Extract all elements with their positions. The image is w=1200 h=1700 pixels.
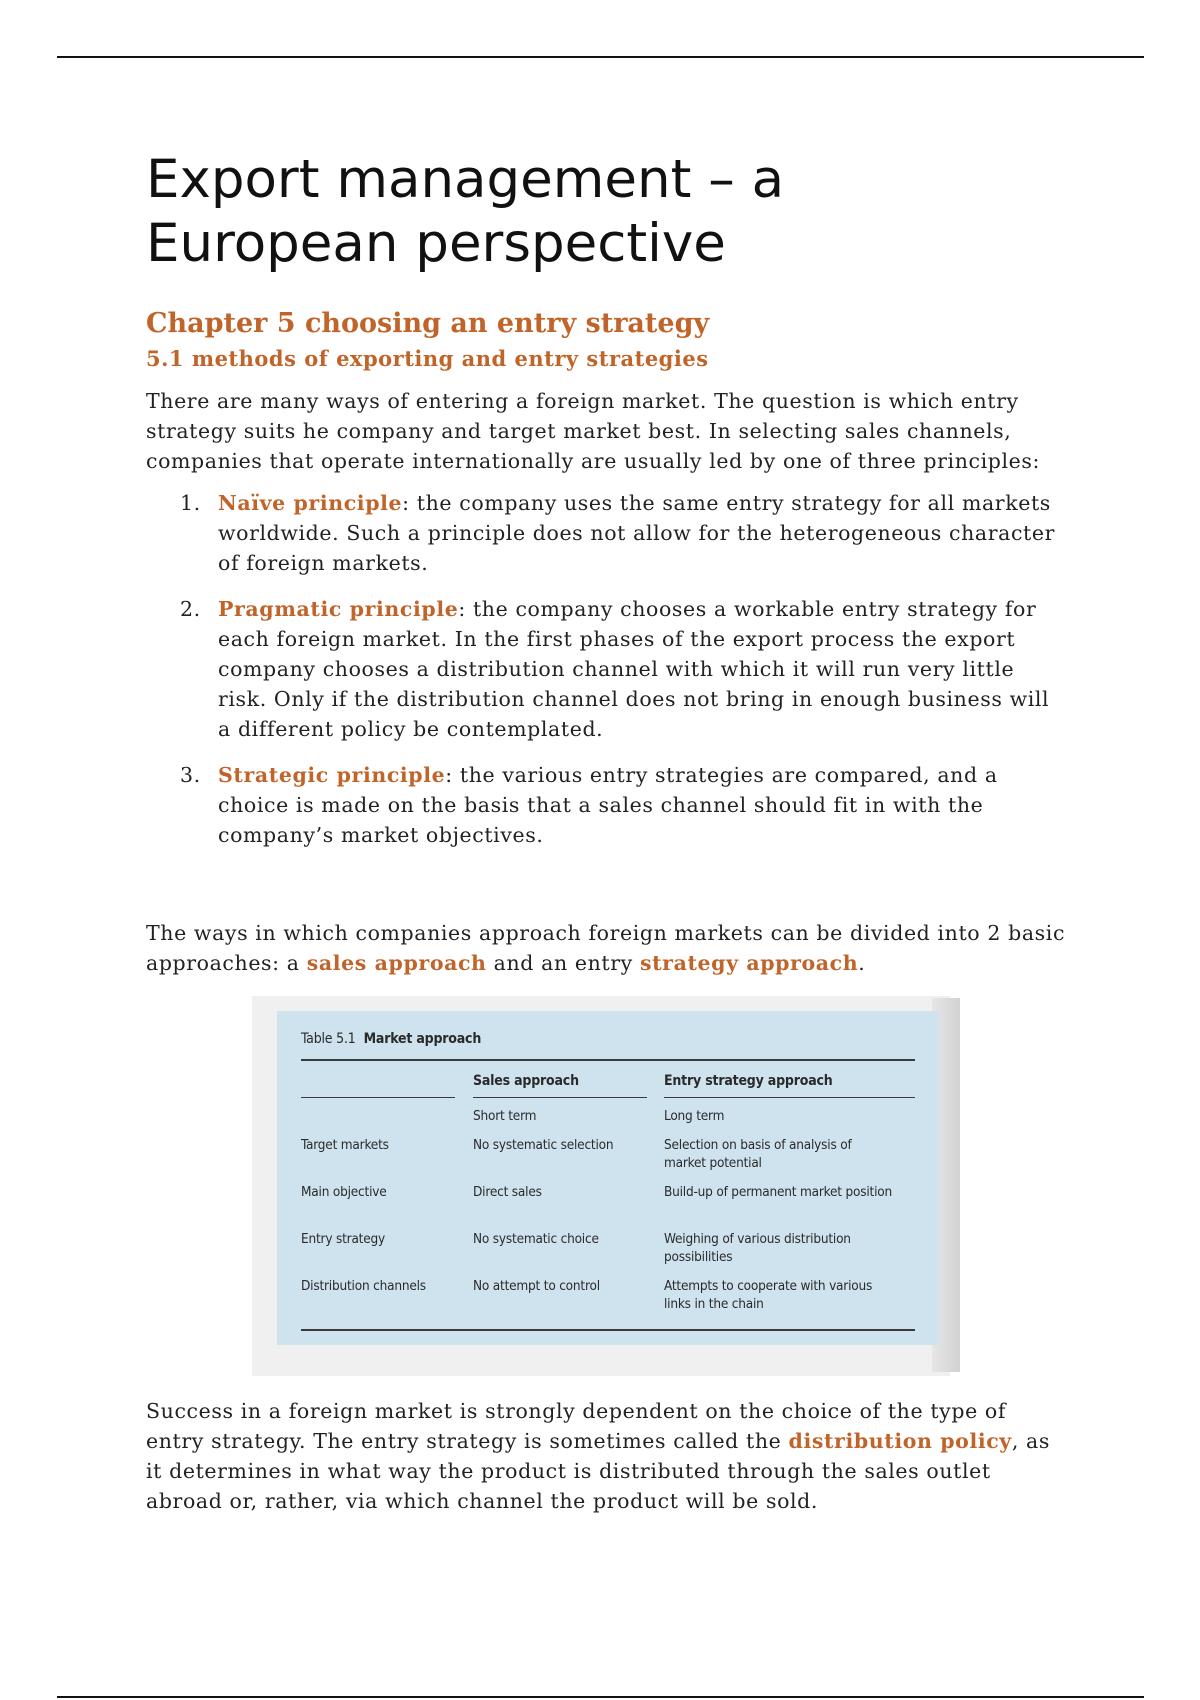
text-run: , as it determines in what way the product is distributed through the sales outlet abroad or, rather, via which channel the product will be sold. [146, 1429, 1051, 1513]
distribution-policy-term: distribution policy [788, 1429, 1012, 1453]
bottom-rule [57, 1696, 1144, 1698]
header-rule-col0 [301, 1097, 455, 1098]
table-cell: No attempt to control [473, 1278, 600, 1294]
header-rule-col2 [664, 1097, 915, 1098]
table-panel [277, 1011, 939, 1345]
sales-approach-term: sales approach [306, 951, 487, 975]
approaches-paragraph [146, 918, 1066, 978]
row-label-target-markets: Target markets [301, 1137, 389, 1153]
text-run: Success in a foreign market is strongly dependent on the choice of the type of entry strategy. The entry strategy is sometimes called the [146, 1399, 1007, 1453]
list-item [146, 488, 1066, 578]
success-paragraph [146, 1396, 1066, 1516]
table-cell: Direct sales [473, 1184, 542, 1200]
row-label-distribution-channels: Distribution channels [301, 1278, 426, 1294]
market-approach-table-figure [252, 996, 950, 1376]
principle-term: Pragmatic principle [218, 597, 459, 621]
table-cell: No systematic choice [473, 1231, 599, 1247]
chapter-heading: Chapter 5 choosing an entry strategy [146, 308, 710, 339]
table-cell: Weighing of various distribution possibilities [664, 1231, 851, 1265]
list-item [146, 594, 1066, 744]
principle-term: Strategic principle [218, 763, 446, 787]
principle-text: : the various entry strategies are compared, and a choice is made on the basis that a sales channel should fit in with the company’s market objectives. [218, 763, 998, 847]
row-label-entry-strategy: Entry strategy [301, 1231, 386, 1247]
intro-paragraph: There are many ways of entering a foreign market. The question is which entry strategy suits he company and target market best. In selecting sales channels, companies that operate internationally are usually led by one of three principles: [146, 389, 1040, 473]
principle-text: : the company chooses a workable entry strategy for each foreign market. In the first phases of the export process the export company chooses a distribution channel with which it will run very little risk. Only if the distribution channel does not bring in enough business will a different policy be contemplated. [218, 597, 1050, 741]
table-cell: No systematic selection [473, 1137, 614, 1153]
table-top-rule [301, 1059, 915, 1061]
document-title: Export management – a European perspective [146, 149, 785, 274]
header-rule-col1 [473, 1097, 647, 1098]
column-header-sales: Sales approach [473, 1073, 579, 1089]
table-number: Table 5.1 [301, 1031, 356, 1047]
principle-term: Naïve principle [218, 491, 403, 515]
strategy-approach-term: strategy approach [639, 951, 859, 975]
text-run: and an entry [486, 951, 640, 975]
list-item [146, 760, 1066, 850]
top-rule [57, 56, 1144, 58]
text-run: The ways in which companies approach foreign markets can be divided into 2 basic approaches: a [146, 921, 1066, 975]
table-cell: Attempts to cooperate with various links in the chain [664, 1278, 873, 1312]
list-number: 2. [180, 597, 201, 621]
text-run: . [858, 951, 866, 975]
table-cell: Short term [473, 1108, 537, 1124]
list-number: 1. [180, 491, 201, 515]
table-cell: Long term [664, 1108, 725, 1124]
table-title: Market approach [363, 1031, 482, 1047]
table-caption [301, 1031, 481, 1047]
table-cell: Selection on basis of analysis of market potential [664, 1137, 852, 1171]
section-heading: 5.1 methods of exporting and entry strategies [146, 346, 709, 371]
principles-list [146, 488, 1066, 850]
document-content [146, 148, 1066, 1516]
row-label-main-objective: Main objective [301, 1184, 387, 1200]
table-cell: Build-up of permanent market position [664, 1184, 893, 1200]
list-number: 3. [180, 763, 201, 787]
table-bottom-rule [301, 1329, 915, 1331]
column-header-entry-strategy: Entry strategy approach [664, 1073, 833, 1089]
principle-text: : the company uses the same entry strategy for all markets worldwide. Such a principle does not allow for the heterogeneous character of foreign markets. [218, 491, 1055, 575]
